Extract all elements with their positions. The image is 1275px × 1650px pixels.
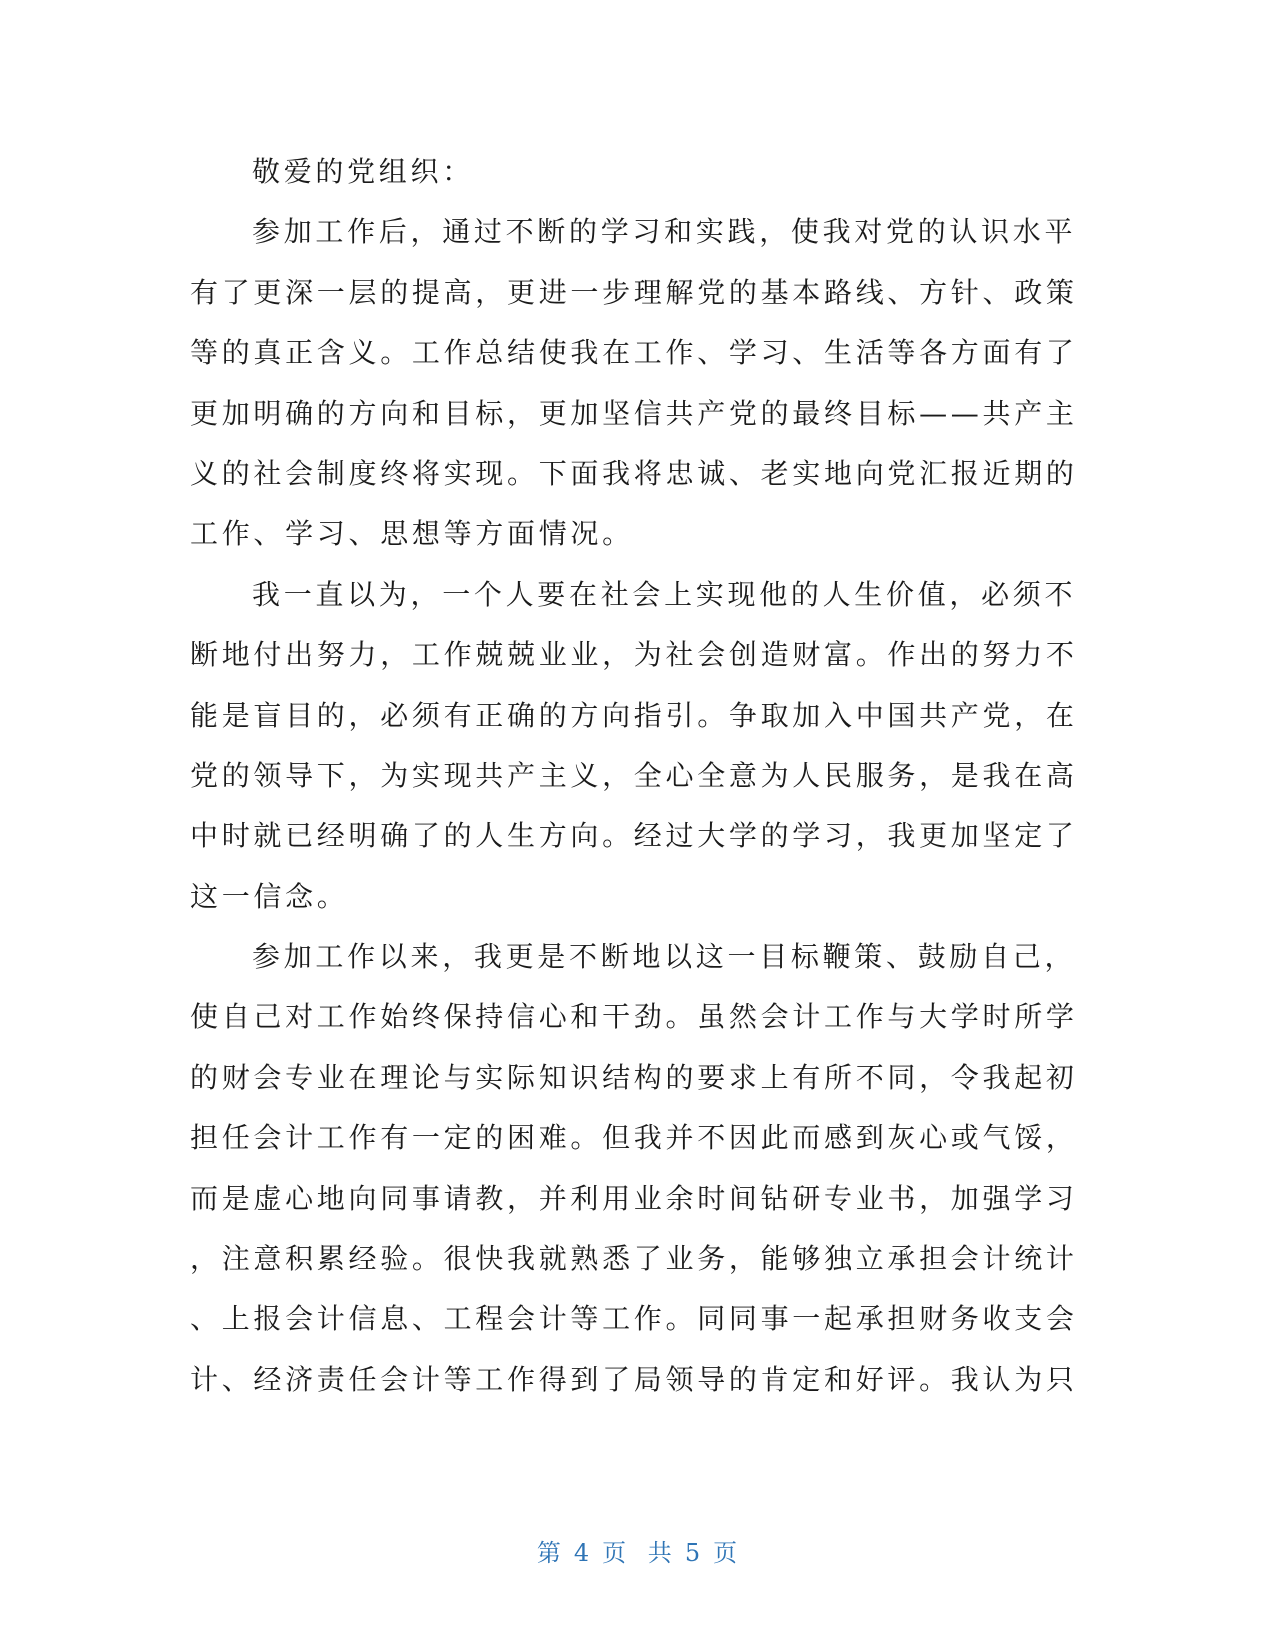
text-line: 参加工作以来，我更是不断地以这一目标鞭策、鼓励自己， xyxy=(252,940,1077,974)
text-line: 计、经济责任会计等工作得到了局领导的肯定和好评。我认为只 xyxy=(190,1362,1078,1396)
text-line: 而是虚心地向同事请教，并利用业余时间钻研专业书，加强学习 xyxy=(190,1181,1078,1215)
page-footer xyxy=(0,1538,1275,1568)
text-line: 党的领导下，为实现共产主义，全心全意为人民服务，是我在高 xyxy=(190,758,1078,792)
text-line: 担任会计工作有一定的困难。但我并不因此而感到灰心或气馁， xyxy=(190,1121,1078,1155)
text-line: 有了更深一层的提高，更进一步理解党的基本路线、方针、政策 xyxy=(190,275,1078,309)
footer-mid: 页 共 xyxy=(602,1539,673,1567)
text-line: 工作、学习、思想等方面情况。 xyxy=(190,517,634,551)
text-line: 参加工作后，通过不断的学习和实践，使我对党的认识水平 xyxy=(252,215,1077,249)
footer-suffix: 页 xyxy=(713,1539,739,1567)
footer-total-pages: 5 xyxy=(684,1539,702,1567)
text-line: 、上报会计信息、工程会计等工作。同同事一起承担财务收支会 xyxy=(190,1302,1078,1336)
text-line: 义的社会制度终将实现。下面我将忠诚、老实地向党汇报近期的 xyxy=(190,456,1078,490)
text-line: 这一信念。 xyxy=(190,879,349,913)
text-line: 中时就已经明确了的人生方向。经过大学的学习，我更加坚定了 xyxy=(190,819,1078,853)
text-line: ，注意积累经验。很快我就熟悉了业务，能够独立承担会计统计 xyxy=(190,1242,1078,1276)
text-line: 更加明确的方向和目标，更加坚信共产党的最终目标——共产主 xyxy=(190,396,1078,430)
text-line: 等的真正含义。工作总结使我在工作、学习、生活等各方面有了 xyxy=(190,336,1078,370)
text-line: 断地付出努力，工作兢兢业业，为社会创造财富。作出的努力不 xyxy=(190,638,1078,672)
document-body xyxy=(190,142,1078,1410)
footer-current-page: 4 xyxy=(573,1539,591,1567)
text-line: 的财会专业在理论与实际知识结构的要求上有所不同，令我起初 xyxy=(190,1060,1078,1094)
text-line: 我一直以为，一个人要在社会上实现他的人生价值，必须不 xyxy=(252,577,1077,611)
footer-prefix: 第 xyxy=(536,1539,562,1567)
text-line: 能是盲目的，必须有正确的方向指引。争取加入中国共产党，在 xyxy=(190,698,1078,732)
text-line: 敬爱的党组织： xyxy=(252,155,474,188)
text-line: 使自己对工作始终保持信心和干劲。虽然会计工作与大学时所学 xyxy=(190,1000,1078,1034)
